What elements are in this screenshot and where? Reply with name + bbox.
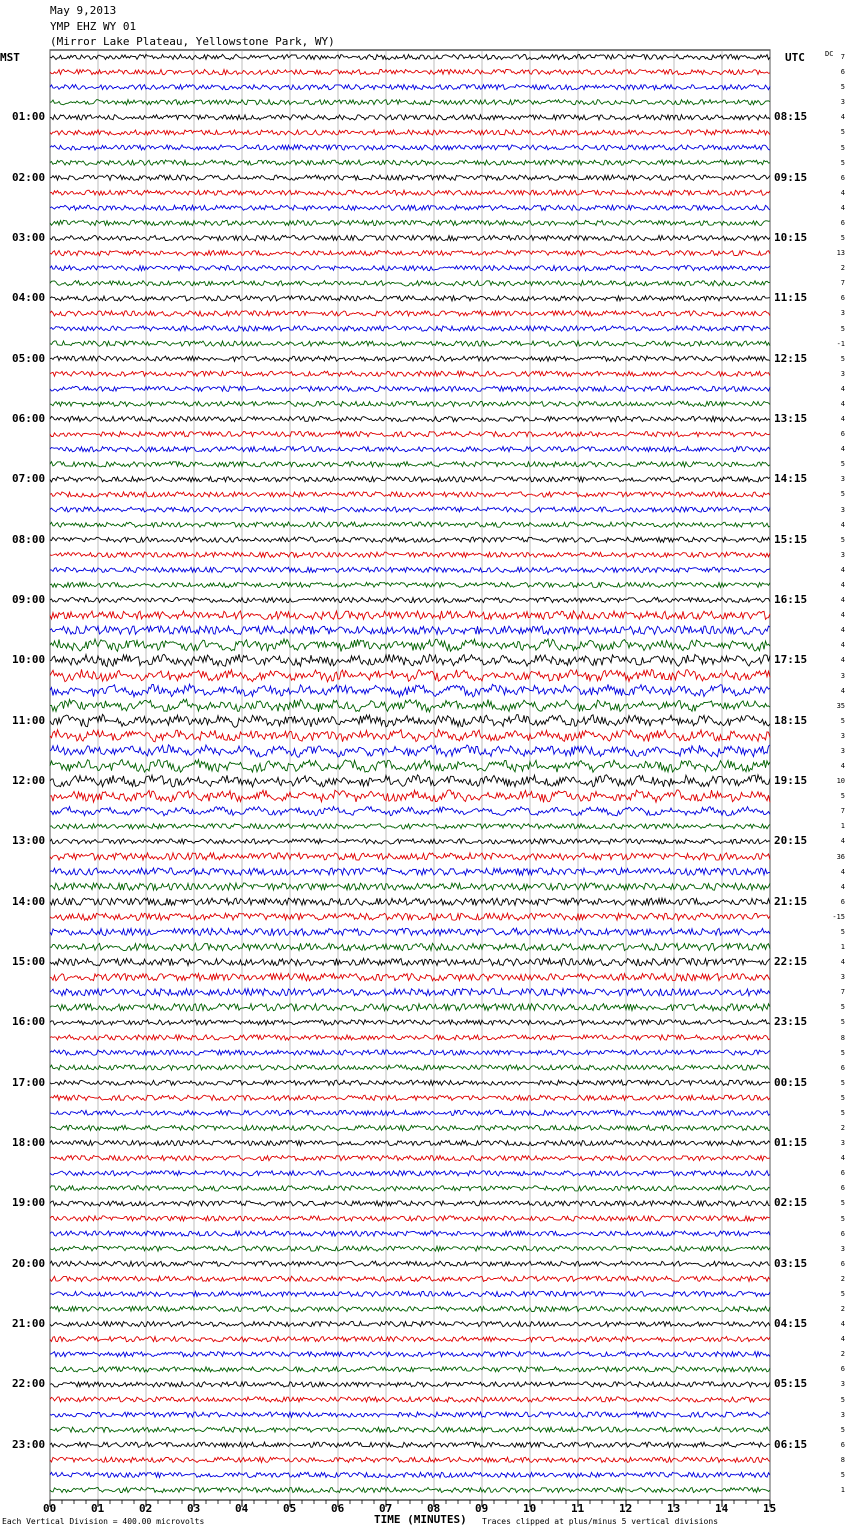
seismic-trace <box>50 1125 770 1130</box>
seismic-trace <box>50 251 770 256</box>
seismic-trace <box>50 1487 770 1492</box>
seismic-trace <box>50 281 770 286</box>
x-tick-label: 07 <box>379 1502 393 1515</box>
left-hour-label: 10:00 <box>12 653 46 667</box>
seismic-trace <box>50 341 770 346</box>
right-hour-label: 14:15 <box>774 472 808 486</box>
seismic-trace <box>50 824 770 829</box>
seismic-trace <box>50 416 770 421</box>
dc-offset-label: 8 <box>840 1033 845 1042</box>
dc-offset-label: 5 <box>840 1003 845 1012</box>
dc-offset-label: 5 <box>840 234 845 242</box>
dc-offset-label: 5 <box>840 1395 845 1404</box>
dc-offset-label: 1 <box>840 822 845 831</box>
seismic-trace <box>50 839 770 844</box>
x-tick-label: 04 <box>235 1502 249 1515</box>
x-tick-label: 13 <box>667 1502 681 1515</box>
seismic-trace <box>50 462 770 467</box>
seismic-trace <box>50 1231 770 1236</box>
left-hour-label: 17:00 <box>12 1075 46 1089</box>
right-hour-label: 01:15 <box>774 1136 808 1150</box>
seismic-trace <box>50 266 770 271</box>
dc-offset-label: 5 <box>840 535 845 544</box>
dc-offset-label: 4 <box>840 445 845 454</box>
left-hour-label: 12:00 <box>12 774 46 787</box>
dc-offset-label: 4 <box>840 626 845 635</box>
dc-offset-label: 4 <box>840 188 845 197</box>
dc-offset-label: 35 <box>836 701 845 710</box>
seismic-trace <box>50 567 770 572</box>
dc-offset-label: 5 <box>840 460 845 469</box>
dc-offset-label: 6 <box>840 294 845 303</box>
seismic-trace <box>50 943 770 950</box>
dc-offset-label: 4 <box>840 762 845 770</box>
seismic-trace <box>50 70 770 75</box>
left-hour-label: 06:00 <box>12 412 46 425</box>
dc-offset-label: 6 <box>840 1440 845 1449</box>
left-hour-label: 23:00 <box>12 1437 46 1451</box>
seismic-trace <box>50 883 770 890</box>
left-hour-label: 16:00 <box>12 1015 46 1029</box>
dc-offset-label: 5 <box>840 1093 845 1102</box>
dc-offset-label: 5 <box>840 1078 845 1087</box>
dc-offset-label: 7 <box>840 988 845 997</box>
dc-offset-label: 1 <box>840 1486 845 1494</box>
seismic-trace <box>50 1322 770 1327</box>
right-hour-label: 16:15 <box>774 593 808 606</box>
dc-offset-label: 2 <box>840 1305 845 1313</box>
dc-offset-label: 6 <box>840 173 845 182</box>
dc-offset-label: 3 <box>840 973 845 982</box>
dc-offset-label: 4 <box>840 656 845 665</box>
chart-date: May 9,2013 <box>50 4 117 17</box>
dc-offset-label: 5 <box>840 143 845 152</box>
station-location: (Mirror Lake Plateau, Yellowstone Park, WY) <box>50 35 335 48</box>
x-tick-label: 12 <box>619 1502 633 1515</box>
seismic-trace <box>50 974 770 981</box>
left-hour-label: 19:00 <box>12 1196 46 1210</box>
dc-offset-label: 2 <box>840 1274 845 1283</box>
seismic-trace <box>50 190 770 195</box>
seismic-trace <box>50 115 770 120</box>
right-hour-label: 13:15 <box>774 412 808 425</box>
dc-offset-label: 4 <box>840 113 845 122</box>
left-hour-label: 14:00 <box>12 894 46 908</box>
dc-offset-label: 6 <box>840 430 845 439</box>
seismic-trace <box>50 492 770 497</box>
right-hour-label: 09:15 <box>774 170 808 184</box>
right-hour-label: 06:15 <box>774 1437 808 1451</box>
seismic-trace <box>50 1156 770 1161</box>
seismic-trace <box>50 989 770 996</box>
dc-offset-label: 3 <box>840 369 845 378</box>
x-tick-label: 14 <box>715 1502 729 1515</box>
x-axis-title: TIME (MINUTES) <box>374 1513 467 1526</box>
seismic-trace <box>50 1457 770 1462</box>
dc-offset-label: 5 <box>840 83 845 92</box>
seismic-trace <box>50 1080 770 1085</box>
x-tick-label: 02 <box>139 1502 153 1515</box>
seismic-trace <box>50 853 770 860</box>
right-hour-label: 21:15 <box>774 894 808 908</box>
dc-offset-label: 6 <box>840 897 845 906</box>
seismic-trace <box>50 1261 770 1266</box>
station-code: YMP EHZ WY 01 <box>50 20 137 33</box>
seismic-trace <box>50 1186 770 1191</box>
dc-offset-label: 5 <box>840 1470 845 1479</box>
dc-offset-label: 4 <box>840 1320 845 1329</box>
right-hour-label: 18:15 <box>774 713 808 727</box>
seismic-trace <box>50 790 770 802</box>
right-hour-label: 19:15 <box>774 774 808 787</box>
dc-offset-label: 4 <box>840 686 845 695</box>
seismic-trace <box>50 959 770 966</box>
dc-offset-label: 10 <box>836 777 845 785</box>
left-hour-label: 01:00 <box>12 110 46 124</box>
seismic-trace <box>50 401 770 406</box>
seismic-trace <box>50 1201 770 1206</box>
dc-offset-label: 4 <box>840 1335 845 1344</box>
dc-offset-label: 3 <box>840 475 845 484</box>
right-hour-label: 17:15 <box>774 653 808 667</box>
dc-offset-label: 5 <box>840 792 845 801</box>
dc-offset-label: 4 <box>840 520 845 529</box>
x-tick-label: 00 <box>43 1502 57 1515</box>
seismic-trace <box>50 1352 770 1357</box>
seismic-trace <box>50 175 770 180</box>
x-tick-label: 05 <box>283 1502 297 1515</box>
left-hour-label: 09:00 <box>12 593 46 606</box>
seismic-trace <box>50 1337 770 1342</box>
seismic-trace <box>50 235 770 240</box>
right-hour-label: 10:15 <box>774 231 808 244</box>
dc-offset-label: 6 <box>840 1184 845 1193</box>
dc-offset-label: 5 <box>840 490 845 499</box>
seismic-trace <box>50 432 770 437</box>
dc-offset-label: 7 <box>840 279 845 288</box>
dc-offset-label: 5 <box>840 324 845 333</box>
seismic-trace <box>50 1035 770 1040</box>
clip-note: Traces clipped at plus/minus 5 vertical divisions <box>482 1517 719 1526</box>
seismic-trace <box>50 205 770 210</box>
dc-offset-label: 6 <box>840 1229 845 1238</box>
x-tick-label: 06 <box>331 1502 345 1515</box>
seismic-trace <box>50 522 770 527</box>
dc-offset-label: 5 <box>840 927 845 936</box>
dc-offset-label: 4 <box>840 384 845 393</box>
dc-offset-label: 4 <box>840 837 845 846</box>
left-hour-label: 18:00 <box>12 1136 46 1150</box>
left-hour-label: 13:00 <box>12 834 46 848</box>
seismic-trace <box>50 386 770 391</box>
seismic-trace <box>50 669 770 681</box>
dc-offset-label: 3 <box>840 1410 845 1419</box>
dc-offset-label: 4 <box>840 415 845 423</box>
seismic-trace <box>50 130 770 135</box>
dc-offset-label: 2 <box>840 1350 845 1359</box>
dc-offset-label: 6 <box>840 1169 845 1178</box>
utc-label: UTC <box>785 51 805 64</box>
dc-offset-label: 3 <box>840 550 845 559</box>
seismic-trace <box>50 1095 770 1100</box>
seismic-trace <box>50 537 770 542</box>
seismic-trace <box>50 477 770 482</box>
seismic-trace <box>50 507 770 512</box>
right-hour-label: 15:15 <box>774 532 808 546</box>
seismic-trace <box>50 913 770 920</box>
dc-offset-label: 1 <box>840 943 845 951</box>
seismic-trace <box>50 1291 770 1296</box>
dc-offset-label: 4 <box>840 399 845 408</box>
dc-label: DC <box>825 50 834 58</box>
dc-offset-label: 5 <box>840 1199 845 1208</box>
right-hour-label: 02:15 <box>774 1196 808 1210</box>
seismic-trace <box>50 220 770 225</box>
seismic-trace <box>50 326 770 331</box>
seismic-trace <box>50 356 770 361</box>
dc-offset-label: 5 <box>840 1018 845 1027</box>
x-tick-label: 11 <box>571 1502 585 1515</box>
seismic-trace <box>50 1427 770 1432</box>
dc-offset-label: 3 <box>840 746 845 755</box>
dc-offset-label: 3 <box>840 1244 845 1253</box>
dc-offset-label: 4 <box>840 596 845 604</box>
seismic-trace <box>50 1050 770 1055</box>
left-hour-label: 21:00 <box>12 1317 46 1331</box>
seismic-trace <box>50 1472 770 1477</box>
seismic-trace <box>50 775 770 787</box>
x-tick-label: 03 <box>187 1502 201 1515</box>
left-hour-label: 15:00 <box>12 955 46 969</box>
seismic-trace <box>50 868 770 875</box>
dc-offset-label: 4 <box>840 882 845 891</box>
mst-label: MST <box>0 51 20 64</box>
dc-offset-label: 5 <box>840 1048 845 1057</box>
seismic-trace <box>50 1442 770 1447</box>
dc-offset-label: 3 <box>840 731 845 740</box>
dc-offset-label: 2 <box>840 264 845 273</box>
seismic-trace <box>50 684 770 697</box>
seismic-trace <box>50 85 770 90</box>
dc-offset-label: 4 <box>840 203 845 212</box>
seismic-trace <box>50 597 770 602</box>
dc-offset-label: 5 <box>840 128 845 137</box>
dc-offset-label: 13 <box>836 249 845 258</box>
seismic-trace <box>50 639 770 652</box>
seismic-trace <box>50 100 770 105</box>
dc-offset-label: 3 <box>840 98 845 107</box>
seismic-trace <box>50 54 770 59</box>
seismic-trace <box>50 1397 770 1402</box>
right-hour-label: 23:15 <box>774 1015 808 1029</box>
x-tick-label: 08 <box>427 1502 441 1515</box>
seismic-trace <box>50 626 770 634</box>
seismic-trace <box>50 1171 770 1176</box>
seismic-trace <box>50 714 770 727</box>
seismic-trace <box>50 296 770 301</box>
seismic-trace <box>50 145 770 150</box>
dc-offset-label: 5 <box>840 1425 845 1434</box>
left-hour-label: 11:00 <box>12 713 46 727</box>
seismic-trace <box>50 1216 770 1221</box>
x-tick-label: 10 <box>523 1502 537 1515</box>
right-hour-label: 08:15 <box>774 110 808 124</box>
seismic-trace <box>50 1246 770 1251</box>
seismic-trace <box>50 552 770 557</box>
dc-offset-label: 4 <box>840 641 845 650</box>
seismic-trace <box>50 1141 770 1146</box>
dc-offset-label: 5 <box>840 1289 845 1298</box>
dc-offset-label: 6 <box>840 1365 845 1374</box>
left-hour-label: 04:00 <box>12 291 46 305</box>
dc-offset-label: 5 <box>840 1108 845 1117</box>
right-hour-label: 05:15 <box>774 1377 808 1391</box>
right-hour-label: 20:15 <box>774 834 808 848</box>
seismic-trace <box>50 760 770 773</box>
dc-offset-label: 5 <box>840 1214 845 1223</box>
scale-note: Each Vertical Division = 400.00 microvolts <box>2 1517 205 1526</box>
dc-offset-label: 3 <box>840 309 845 318</box>
dc-offset-label: 4 <box>840 565 845 574</box>
seismic-trace <box>50 745 770 757</box>
dc-offset-label: 3 <box>840 505 845 514</box>
dc-offset-label: 4 <box>840 1154 845 1163</box>
dc-offset-label: 7 <box>840 807 845 816</box>
seismic-trace <box>50 1065 770 1070</box>
seismic-trace <box>50 371 770 376</box>
x-tick-label: 01 <box>91 1502 105 1515</box>
dc-offset-label: 36 <box>836 852 845 861</box>
seismic-trace <box>50 1382 770 1387</box>
dc-offset-label: 4 <box>840 611 845 620</box>
dc-offset-label: 5 <box>840 354 845 363</box>
dc-offset-label: 3 <box>840 671 845 680</box>
left-hour-label: 20:00 <box>12 1256 46 1270</box>
left-hour-label: 05:00 <box>12 351 46 365</box>
right-hour-label: 11:15 <box>774 291 808 305</box>
dc-offset-label: 3 <box>840 1139 845 1148</box>
dc-offset-label: 6 <box>840 68 845 77</box>
right-hour-label: 03:15 <box>774 1256 808 1270</box>
seismic-trace <box>50 1412 770 1417</box>
seismic-trace <box>50 699 770 712</box>
dc-offset-label: 8 <box>840 1455 845 1464</box>
dc-offset-label: 3 <box>840 1380 845 1389</box>
seismic-trace <box>50 447 770 452</box>
left-hour-label: 08:00 <box>12 532 46 546</box>
right-hour-label: 04:15 <box>774 1317 808 1331</box>
dc-offset-label: 5 <box>840 716 845 725</box>
dc-offset-label: 5 <box>840 158 845 167</box>
right-hour-label: 12:15 <box>774 351 808 365</box>
seismic-trace <box>50 1020 770 1025</box>
x-tick-label: 15 <box>763 1502 777 1515</box>
dc-offset-label: 6 <box>840 218 845 227</box>
seismic-trace <box>50 160 770 165</box>
seismic-trace <box>50 898 770 905</box>
dc-offset-label: 4 <box>840 580 845 589</box>
left-hour-label: 22:00 <box>12 1377 46 1391</box>
x-tick-label: 09 <box>475 1502 489 1515</box>
dc-offset-label: 6 <box>840 1063 845 1072</box>
left-hour-label: 07:00 <box>12 472 46 486</box>
dc-offset-label: 4 <box>840 958 845 967</box>
dc-offset-label: 7 <box>840 53 845 61</box>
seismic-trace <box>50 1276 770 1281</box>
seismic-trace <box>50 928 770 935</box>
dc-offset-label: -15 <box>832 912 845 921</box>
seismic-trace <box>50 582 770 587</box>
left-hour-label: 03:00 <box>12 231 46 244</box>
seismic-trace <box>50 730 770 742</box>
dc-offset-label: -1 <box>836 339 845 348</box>
dc-offset-label: 4 <box>840 867 845 876</box>
seismic-trace <box>50 1306 770 1311</box>
dc-offset-label: 2 <box>840 1124 845 1132</box>
right-hour-label: 00:15 <box>774 1075 808 1089</box>
left-hour-label: 02:00 <box>12 170 46 184</box>
seismic-trace <box>50 807 770 816</box>
seismic-trace <box>50 1110 770 1115</box>
seismic-trace <box>50 654 770 666</box>
right-hour-label: 22:15 <box>774 955 808 969</box>
dc-offset-label: 6 <box>840 1259 845 1268</box>
seismic-trace <box>50 311 770 316</box>
seismic-trace <box>50 1004 770 1011</box>
seismic-trace <box>50 611 770 619</box>
seismic-trace <box>50 1367 770 1372</box>
